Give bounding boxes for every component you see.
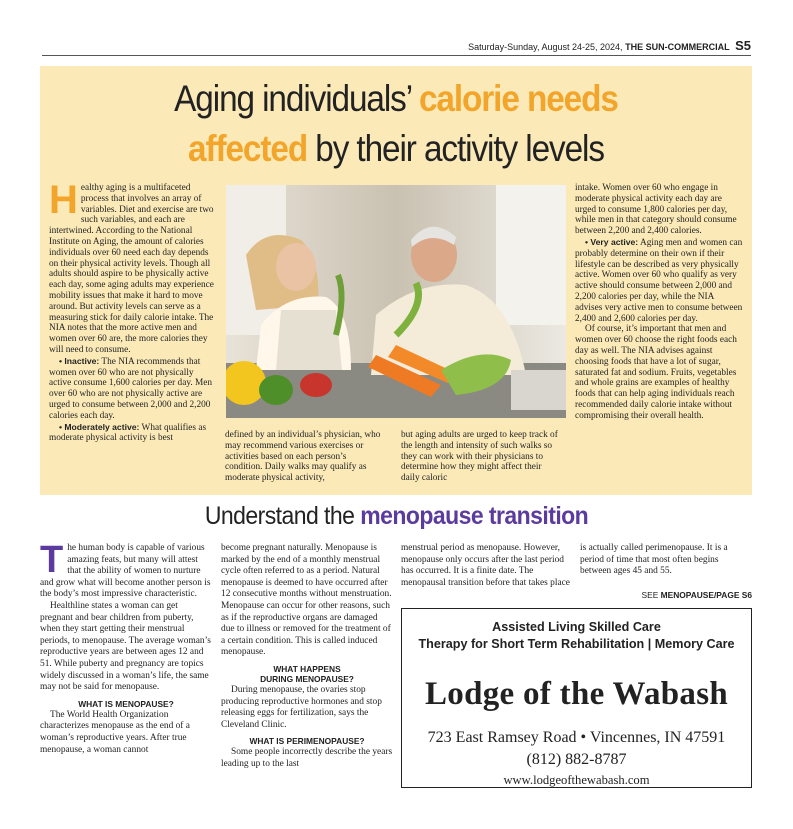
feature-headline-line-2 [76,126,717,172]
ad-address: 723 East Ramsey Road • Vincennes, IN 47591 [427,729,726,746]
feature-column-2-text: defined by an individual’s physician, who may recommend various exercises or activities based on each person’s condition. Daily walks may qualify as moderate physical activity, [225,430,381,484]
very-active-label: • Very active: [585,236,639,247]
ad-business-name: Lodge of the Wabash [424,676,729,712]
inactive-text: The NIA recommends that women over 60 who are not physically active consume 1,600 calories per day. Men over 60 who are not physically active are urged to consume between 2,000 and 2,200 calories each day. [49,356,213,421]
photo-illustration [226,185,566,418]
drop-cap: H [49,178,78,222]
moderate-label: • Moderately active: [59,421,140,432]
menopause-column-2 [221,543,393,771]
headline-highlight: menopause transition [360,502,589,530]
jump-see: SEE [641,589,661,600]
drop-cap: T [40,539,64,581]
menopause-paragraph: Some people incorrectly describe the years leading up to the last [221,747,393,769]
header-rule [42,55,751,56]
calorie-feature-panel [40,66,752,495]
menopause-paragraph: is actually called perimenopause. It is a period of time that most often begins between ages 45 and 55. [580,543,728,577]
menopause-paragraph: become pregnant naturally. Menopause is marked by the end of a monthly menstrual cycle often referred to as a period. Natural menopause is deemed to have occurred after 12 consecutive months without menstruation. Menopause can occur for other reasons, such as if the reproductive organs are damaged due to illness or removed for the treatment of a certain condition. This is called induced menopause. [221,543,392,658]
menopause-paragraph: During menopause, the ovaries stop producing reproductive hormones and stop releasing eggs for fertilization, says the Cleveland Clinic. [221,684,382,730]
menopause-column-1 [40,539,212,756]
ad-services-line-1: Assisted Living Skilled Care [492,620,661,634]
page-folio [468,38,751,53]
headline-highlight: calorie needs [418,78,618,119]
lodge-advertisement [401,608,752,788]
moderate-text: What qualifies as moderate physical activity is best [49,422,207,444]
continued-jump-link[interactable] [580,590,752,602]
menopause-column-3 [401,543,573,589]
feature-conclusion-text: Of course, it’s important that men and women over 60 choose the right foods each day as well. The NIA advises against choosing foods that have a lot of sugar, saturated fat and sodium. Fruits, vegetables and whole grains are examples of healthy foods that can help aging individuals reach recommended daily calorie intake without compromising their overall health. [575,324,737,421]
menopause-paragraph: The World Health Organization characterizes menopause as the end of a woman’s reproductive years. After true menopause, a woman cannot [40,709,190,755]
feature-column-3-text: but aging adults are urged to keep track of the length and intensity of such walks so they can work with their physicians to determine how they might affect their daily caloric [401,430,558,484]
inactive-label: • Inactive: [59,355,100,366]
subhead-what-is-menopause: WHAT IS MENOPAUSE? [78,698,174,709]
subhead-what-happens [221,664,393,684]
feature-column-4 [575,183,743,422]
subhead-perimenopause: WHAT IS PERIMENOPAUSE? [249,736,365,747]
menopause-column-4 [580,543,752,601]
headline-highlight: affected [188,128,308,169]
very-active-text: Aging men and women can probably determine on their own if their lifestyle can be described as very physically active. Women over 60 who qualify as very active should consume between 2,000 and 2,200 calories per day, while the NIA advises very active men to consume between 2,400 and 2,600 calories per day. [575,237,743,324]
feature-column-4-text: intake. Women over 60 who engage in moderate physical activity each day are urged to consume 1,800 calories per day, while men in that category should consume between 2,200 and 2,400 calories. [575,183,737,237]
ad-services-line-2: Therapy for Short Term Rehabilitation | Memory Care [418,637,735,651]
subhead-line: DURING MENOPAUSE? [260,673,354,684]
feature-column-2 [225,430,385,484]
folio-date: Saturday-Sunday, August 24-25, 2024, [468,42,623,52]
headline-part: by their activity levels [307,128,604,169]
couple-cooking-photo [226,185,566,418]
ad-phone: (812) 882-8787 [526,751,627,768]
menopause-headline [32,500,762,532]
feature-column-3 [401,430,561,484]
feature-headline-line-1 [76,76,717,122]
folio-paper-name: THE SUN-COMMERCIAL [625,42,730,52]
headline-part: Understand the [204,502,361,530]
subhead-line: WHAT HAPPENS [273,663,341,674]
ad-website-link[interactable]: www.lodgeofthewabash.com [503,773,650,787]
menopause-paragraph: menstrual period as menopause. However, menopause only occurs after the last period has occurred. It is a finite date. The menopausal transition before that takes place [401,543,570,588]
headline-part: Aging individuals’ [174,78,419,119]
menopause-intro-text: he human body is capable of various amazing feats, but many will attest that the ability of women to nurture and grow what will become another person is the body’s most impressive characteristic. [40,543,211,600]
folio-page-number: S5 [735,38,751,53]
menopause-paragraph: Healthline states a woman can get pregnant and bear children from puberty, when they start getting their menstrual periods, to menopause. The average woman’s reproductive years are between ages 12 and 51. While puberty and pregnancy are topics widely discussed in a woman’s life, the same may not be said for menopause. [40,600,211,693]
feature-intro-text: ealthy aging is a multifaceted process that involves an array of variables. Diet and exercise are two such variables, and each are intertwined. According to the National Institute on Aging, the amount of calories individuals over 60 need each day depends on their physical activity levels. Though all adults should aspire to be physically active each day, some aging adults may experience mobility issues that make it hard to move around. But activity levels can serve as a measuring stick for daily calorie intake. The NIA notes that the more active men and women over 60 are, the more calories they will need to consume. [49,183,214,355]
feature-column-1 [49,178,215,444]
jump-target: MENOPAUSE/PAGE S6 [660,589,752,600]
